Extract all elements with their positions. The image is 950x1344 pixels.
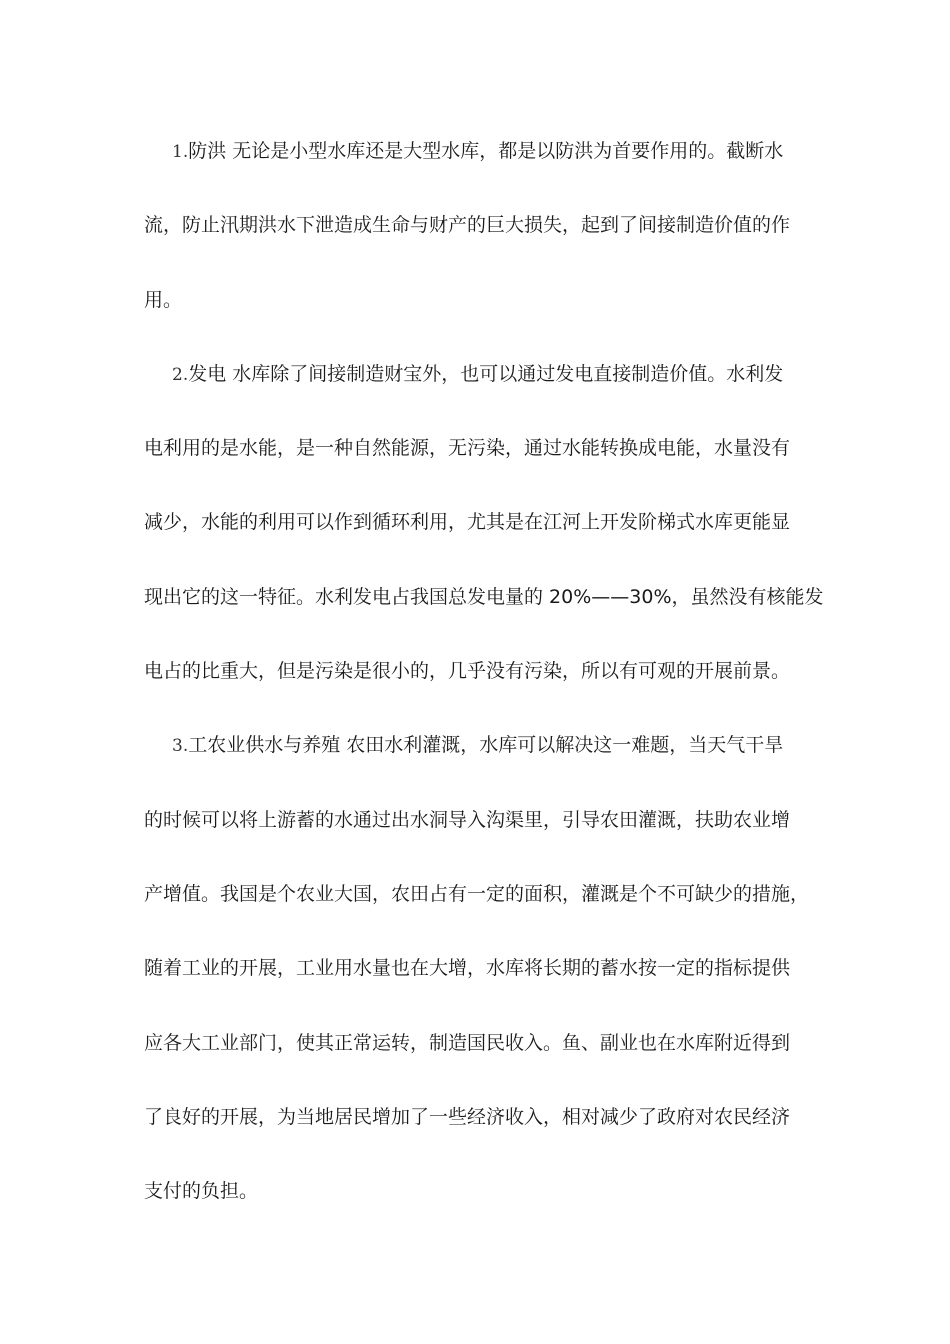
paragraph-line [144,128,804,202]
line-text: 工农业供水与养殖 农田水利灌溉，水库可以解决这一难题，当天气干旱 [188,734,784,757]
line-text: 防洪 无论是小型水库还是大型水库，都是以防洪为首要作用的。截断水 [188,140,784,162]
paragraph-line: 随着工业的开展，工业用水量也在大增，水库将长期的蓄水按一定的指标提供 [144,957,791,980]
paragraph-line: 流，防止汛期洪水下泄造成生命与财产的巨大损失，起到了间接制造价值的作 [144,214,791,237]
paragraph-number: 2. [172,364,189,385]
paragraph-line [144,351,804,425]
paragraph-line: 支付的负担。 [144,1180,259,1203]
paragraph-line: 减少，水能的利用可以作到循环利用，尤其是在江河上开发阶梯式水库更能显 [144,511,791,534]
paragraph-line: 用。 [144,288,183,311]
paragraph-number: 3. [172,736,189,757]
paragraph-line: 现出它的这一特征。水利发电占我国总发电量的 20%——30%，虽然没有核能发 [144,585,824,608]
paragraph-line: 电占的比重大，但是污染是很小的，几乎没有污染，所以有可观的开展前景。 [144,660,791,683]
paragraph-water-supply [144,722,810,1242]
paragraph-line: 的时候可以将上游蓄的水通过出水洞导入沟渠里，引导农田灌溉，扶助农业增 [144,808,791,831]
paragraph-line [144,722,804,796]
document-body [144,128,824,1242]
paragraph-line: 了良好的开展，为当地居民增加了一些经济收入，相对减少了政府对农民经济 [144,1105,791,1128]
paragraph-number: 1. [172,142,189,162]
paragraph-flood-control [144,128,804,351]
paragraph-power-generation [144,351,824,722]
line-text: 发电 水库除了间接制造财宝外，也可以通过发电直接制造价值。水利发 [188,362,784,385]
paragraph-line: 应各大工业部门，使其正常运转，制造国民收入。鱼、副业也在水库附近得到 [144,1031,791,1054]
paragraph-line: 产增值。我国是个农业大国，农田占有一定的面积，灌溉是个不可缺少的措施， [144,882,810,905]
paragraph-line: 电利用的是水能，是一种自然能源，无污染，通过水能转换成电能，水量没有 [144,437,791,460]
